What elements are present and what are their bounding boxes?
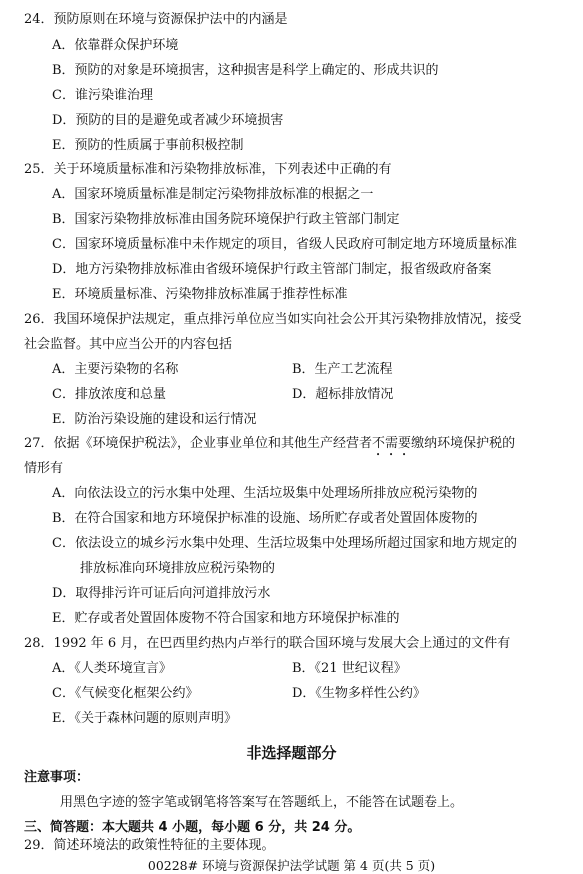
q28-option-b: B．《21 世纪议程》 [292, 661, 407, 676]
q27-stem-line1 [24, 436, 515, 459]
q27-option-c-line1: C．依法设立的城乡污水集中处理、生活垃圾集中处理场所超过国家和地方规定的 [52, 536, 517, 551]
q25-option-d: D．地方污染物排放标准由省级环境保护行政主管部门制定，报省级政府备案 [52, 262, 492, 277]
q25-option-a: A．国家环境质量标准是制定污染物排放标准的根据之一 [52, 187, 374, 202]
q27-option-c-line2: 排放标准向环境排放应税污染物的 [80, 561, 276, 576]
q27-option-b: B．在符合国家和地方环境保护标准的设施、场所贮存或者处置固体废物的 [52, 511, 478, 526]
q24-stem: 24．预防原则在环境与资源保护法中的内涵是 [24, 12, 288, 27]
q27-stem-pre: 27．依据《环境保护税法》，企业事业单位和其他生产经营者 [24, 436, 373, 451]
q24-option-b: B．预防的对象是环境损害，这种损害是科学上确定的、形成共识的 [52, 63, 439, 78]
q26-stem-line1: 26．我国环境保护法规定，重点排污单位应当如实向社会公开其污染物排放情况，接受 [24, 312, 522, 327]
notice-label: 注意事项： [24, 770, 90, 785]
q28-stem: 28．1992 年 6 月，在巴西里约热内卢举行的联合国环境与发展大会上通过的文件有 [24, 636, 511, 651]
q28-option-e: E．《关于森林问题的原则声明》 [52, 711, 237, 726]
q24-option-e: E．预防的性质属于事前积极控制 [52, 138, 244, 153]
q27-stem-line2: 情形有 [24, 461, 64, 476]
q28-option-a: A．《人类环境宣言》 [52, 661, 172, 676]
q28-option-d: D．《生物多样性公约》 [292, 686, 426, 701]
q24-option-a: A．依靠群众保护环境 [52, 38, 179, 53]
q26-option-a: A．主要污染物的名称 [52, 362, 179, 377]
q26-option-d: D．超标排放情况 [292, 387, 394, 402]
part3-heading: 三、简答题：本大题共 4 小题，每小题 6 分，共 24 分。 [24, 820, 361, 835]
q24-option-d: D．预防的目的是避免或者减少环境损害 [52, 113, 284, 128]
page-footer: 00228# 环境与资源保护法学试题 第 4 页(共 5 页) [147, 858, 436, 873]
q27-stem-post: 缴纳环境保护税的 [411, 436, 516, 451]
q27-option-d: D．取得排污许可证后向河道排放污水 [52, 586, 271, 601]
q28-option-c: C．《气候变化框架公约》 [52, 686, 199, 701]
q24-option-c: C．谁污染谁治理 [52, 88, 153, 103]
notice-text: 用黑色字迹的签字笔或钢笔将答案写在答题纸上，不能答在试题卷上。 [60, 795, 464, 810]
q27-option-a: A．向依法设立的污水集中处理、生活垃圾集中处理场所排放应税污染物的 [52, 486, 478, 501]
q25-stem: 25．关于环境质量标准和污染物排放标准，下列表述中正确的有 [24, 162, 392, 177]
q26-option-e: E．防治污染设施的建设和运行情况 [52, 412, 257, 427]
q26-stem-line2: 社会监督。其中应当公开的内容包括 [24, 337, 233, 352]
q26-option-c: C．排放浓度和总量 [52, 387, 166, 402]
q27-stem-emphasis: 不需要 [372, 436, 412, 451]
q25-option-c: C．国家环境质量标准中未作规定的项目，省级人民政府可制定地方环境质量标准 [52, 237, 517, 252]
section-title: 非选择题部分 [246, 744, 337, 762]
q26-option-b: B．生产工艺流程 [292, 362, 393, 377]
q27-option-e: E．贮存或者处置固体废物不符合国家和地方环境保护标准的 [52, 611, 400, 626]
q25-option-e: E．环境质量标准、污染物排放标准属于推荐性标准 [52, 287, 348, 302]
q25-option-b: B．国家污染物排放标准由国务院环境保护行政主管部门制定 [52, 212, 400, 227]
q29-stem: 29．简述环境法的政策性特征的主要体现。 [24, 838, 275, 853]
